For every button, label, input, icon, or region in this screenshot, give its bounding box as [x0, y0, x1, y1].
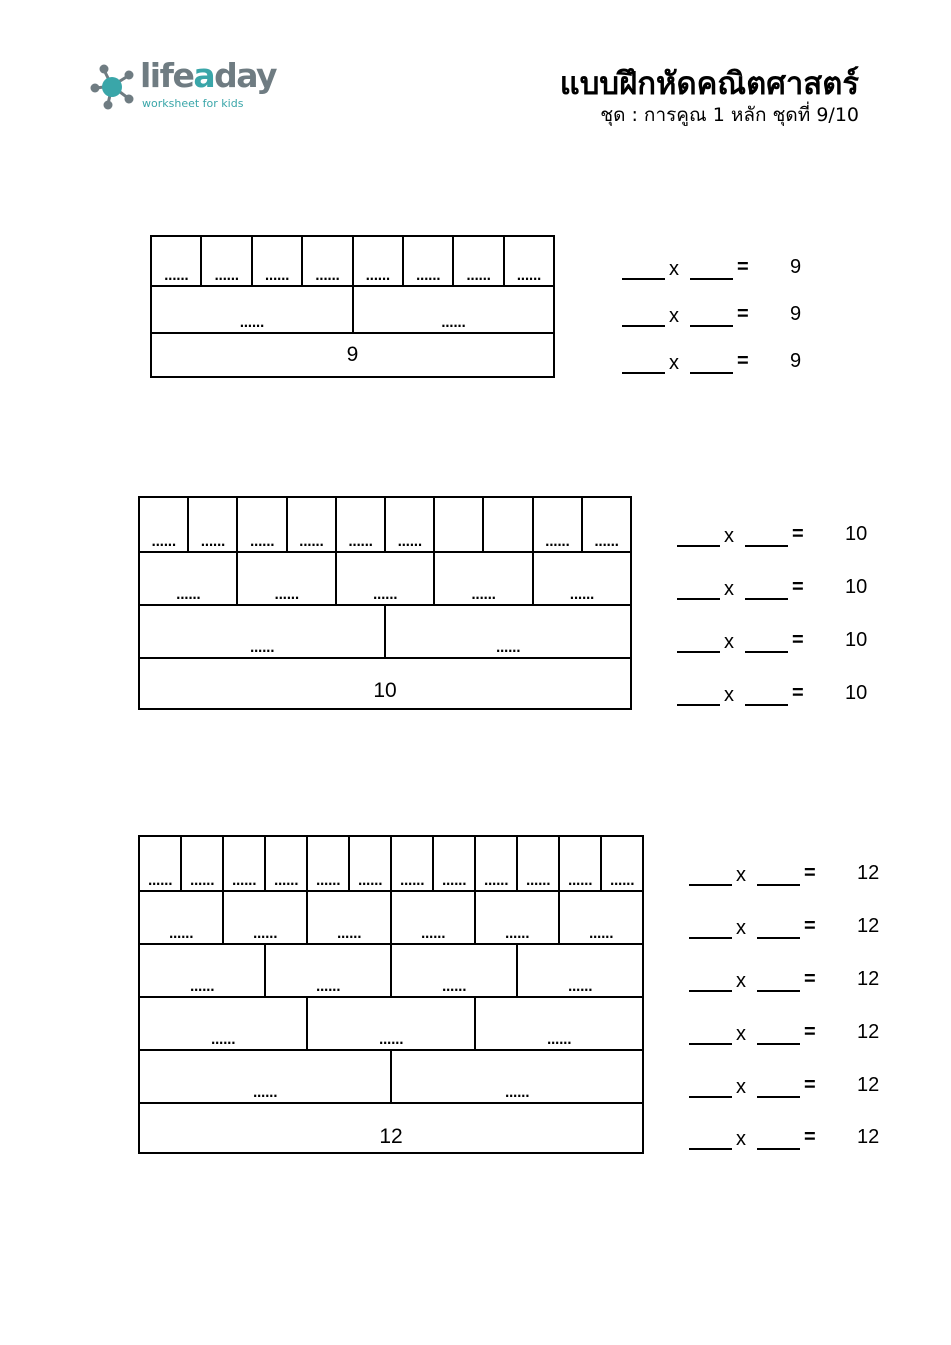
- times-sign: x: [724, 525, 734, 547]
- bar-row: [140, 943, 642, 998]
- bar-cell: ......: [222, 890, 306, 943]
- bar-cell: ......: [187, 498, 236, 551]
- times-sign: x: [669, 352, 679, 374]
- bar-cell: ......: [286, 498, 335, 551]
- equals-sign: =: [804, 968, 816, 990]
- bar-cell: ......: [390, 943, 516, 996]
- answer-blank[interactable]: [622, 258, 665, 280]
- product-value: 12: [857, 915, 880, 937]
- bar-cell: ......: [176, 588, 201, 602]
- answer-blank[interactable]: [689, 864, 732, 886]
- bar-cell: ......: [264, 837, 306, 890]
- product-value: 10: [845, 523, 868, 545]
- bar-cell: ......: [306, 890, 390, 943]
- bar-total: 12: [379, 1125, 403, 1148]
- bar-row: [140, 996, 642, 1051]
- bar-cell: ......: [352, 285, 554, 332]
- answer-blank[interactable]: [690, 258, 733, 280]
- product-value: 10: [845, 576, 868, 598]
- equals-sign: =: [804, 1074, 816, 1096]
- bar-row: [140, 837, 642, 892]
- bar-cell: ......: [474, 837, 516, 890]
- bar-cell: ......: [301, 237, 351, 285]
- bar-cell: ......: [239, 316, 264, 330]
- answer-blank[interactable]: [689, 1128, 732, 1150]
- product-value: 10: [845, 629, 868, 651]
- bar-cell: ......: [390, 1049, 642, 1102]
- bar-cell: ......: [236, 498, 285, 551]
- bar-cell: ......: [147, 874, 173, 888]
- answer-blank[interactable]: [677, 631, 720, 653]
- logo-wordmark: lifeaday: [140, 56, 277, 95]
- answer-blank[interactable]: [677, 525, 720, 547]
- equals-sign: =: [804, 1126, 816, 1148]
- answer-blank[interactable]: [745, 525, 788, 547]
- bar-model-12: [138, 835, 644, 1154]
- product-value: 12: [857, 862, 880, 884]
- answer-blank[interactable]: [689, 970, 732, 992]
- answer-blank[interactable]: [757, 917, 800, 939]
- product-value: 9: [790, 256, 802, 278]
- answer-blank[interactable]: [757, 1128, 800, 1150]
- bar-cell: ......: [164, 269, 189, 283]
- times-sign: x: [736, 1023, 746, 1045]
- bar-cell: ......: [335, 498, 384, 551]
- bar-cell: ......: [306, 837, 348, 890]
- equals-sign: =: [792, 576, 804, 598]
- product-value: 12: [857, 1126, 880, 1148]
- logo-tagline: worksheet for kids: [142, 97, 244, 110]
- bar-cell: ......: [402, 237, 452, 285]
- answer-blank[interactable]: [745, 578, 788, 600]
- bar-row: [140, 498, 630, 553]
- bar-row: [152, 285, 553, 334]
- bar-cell: ......: [151, 535, 176, 549]
- bar-row: [140, 551, 630, 606]
- bar-cell: ......: [390, 890, 474, 943]
- bar-cell: ......: [306, 996, 474, 1049]
- bar-cell: ......: [189, 980, 215, 994]
- times-sign: x: [736, 1128, 746, 1150]
- equals-sign: =: [737, 350, 749, 372]
- product-value: 10: [845, 682, 868, 704]
- answer-blank[interactable]: [757, 1076, 800, 1098]
- bar-cell: ......: [474, 996, 642, 1049]
- bar-cell: ......: [474, 890, 558, 943]
- answer-blank[interactable]: [757, 1023, 800, 1045]
- bar-model-10: [138, 496, 632, 710]
- equals-sign: =: [737, 256, 749, 278]
- bar-cell: ......: [264, 943, 390, 996]
- equals-sign: =: [792, 523, 804, 545]
- bar-cell: ......: [558, 837, 600, 890]
- times-sign: x: [736, 864, 746, 886]
- bar-cell: ......: [390, 837, 432, 890]
- bar-cell: ......: [532, 551, 630, 604]
- bar-row: [152, 237, 553, 287]
- answer-blank[interactable]: [690, 305, 733, 327]
- bar-row: [140, 604, 630, 659]
- bar-cell: ......: [432, 837, 474, 890]
- bar-row: [140, 1049, 642, 1104]
- page-subtitle: ชุด : การคูณ 1 หลัก ชุดที่ 9/10: [600, 104, 859, 126]
- bar-cell: ......: [532, 498, 581, 551]
- bar-cell: ......: [516, 943, 642, 996]
- times-sign: x: [736, 1076, 746, 1098]
- bar-cell: ......: [210, 1033, 236, 1047]
- answer-blank[interactable]: [757, 864, 800, 886]
- bar-cell: ......: [168, 927, 194, 941]
- product-value: 9: [790, 350, 802, 372]
- bar-cell: ......: [222, 837, 264, 890]
- bar-cell: [433, 498, 482, 551]
- equals-sign: =: [804, 1021, 816, 1043]
- logo-molecule-icon: [90, 62, 138, 114]
- bar-cell: ......: [600, 837, 642, 890]
- times-sign: x: [724, 684, 734, 706]
- bar-cell: ......: [352, 237, 402, 285]
- answer-blank[interactable]: [689, 917, 732, 939]
- bar-cell: ......: [335, 551, 433, 604]
- times-sign: x: [736, 917, 746, 939]
- answer-blank[interactable]: [622, 305, 665, 327]
- times-sign: x: [669, 258, 679, 280]
- bar-total: 9: [346, 343, 359, 366]
- bar-cell: [482, 498, 531, 551]
- bar-cell: ......: [558, 890, 642, 943]
- bar-cell: ......: [384, 498, 433, 551]
- answer-blank[interactable]: [677, 578, 720, 600]
- product-value: 12: [857, 1074, 880, 1096]
- bar-cell: ......: [581, 498, 630, 551]
- bar-cell: ......: [200, 237, 250, 285]
- equals-sign: =: [792, 629, 804, 651]
- bar-cell: ......: [516, 837, 558, 890]
- answer-blank[interactable]: [690, 352, 733, 374]
- equals-sign: =: [737, 303, 749, 325]
- bar-cell: ......: [252, 1086, 278, 1100]
- bar-row: [140, 890, 642, 945]
- answer-blank[interactable]: [757, 970, 800, 992]
- answer-blank[interactable]: [745, 631, 788, 653]
- times-sign: x: [724, 578, 734, 600]
- answer-blank[interactable]: [745, 684, 788, 706]
- bar-cell: ......: [433, 551, 531, 604]
- times-sign: x: [669, 305, 679, 327]
- answer-blank[interactable]: [689, 1076, 732, 1098]
- bar-total: 10: [373, 679, 397, 702]
- bar-cell: ......: [452, 237, 502, 285]
- equals-sign: =: [804, 915, 816, 937]
- product-value: 12: [857, 1021, 880, 1043]
- answer-blank[interactable]: [677, 684, 720, 706]
- bar-cell: ......: [503, 237, 553, 285]
- bar-cell: ......: [251, 237, 301, 285]
- answer-blank[interactable]: [622, 352, 665, 374]
- answer-blank[interactable]: [689, 1023, 732, 1045]
- times-sign: x: [736, 970, 746, 992]
- equals-sign: =: [792, 682, 804, 704]
- bar-model-9: [150, 235, 555, 378]
- bar-cell: ......: [249, 641, 275, 655]
- times-sign: x: [724, 631, 734, 653]
- bar-cell: ......: [384, 604, 630, 657]
- product-value: 9: [790, 303, 802, 325]
- product-value: 12: [857, 968, 880, 990]
- bar-cell: ......: [348, 837, 390, 890]
- bar-cell: ......: [236, 551, 334, 604]
- equals-sign: =: [804, 862, 816, 884]
- logo: [90, 56, 290, 118]
- page-title: แบบฝึกหัดคณิตศาสตร์: [559, 66, 859, 102]
- bar-cell: ......: [180, 837, 222, 890]
